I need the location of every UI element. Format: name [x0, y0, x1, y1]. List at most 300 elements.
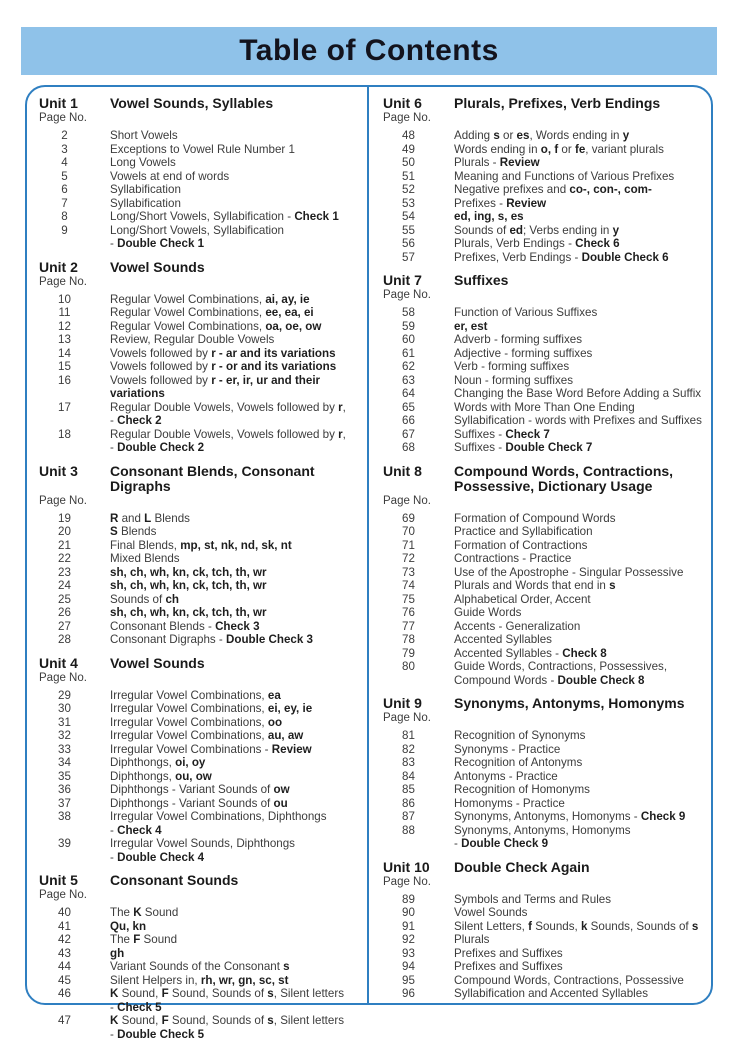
item-title: Irregular Vowel Combinations, ea	[110, 688, 281, 702]
unit-section	[39, 656, 361, 865]
page-no-label: Page No.	[383, 875, 431, 888]
page-number: 96	[402, 987, 415, 1000]
item-title: Irregular Vowel Combinations, ei, ey, ie	[110, 702, 313, 715]
page-number: 4	[61, 156, 68, 169]
unit-items	[383, 512, 705, 688]
page-number: 74	[402, 579, 415, 592]
toc-row	[39, 333, 361, 347]
toc-row	[383, 987, 705, 1001]
toc-row	[383, 606, 705, 620]
page-number: 73	[402, 565, 415, 579]
toc-row	[39, 797, 361, 811]
page-no-label: Page No.	[39, 275, 87, 288]
page-number: 63	[402, 373, 415, 387]
item-title: Qu, kn	[110, 919, 147, 933]
item-title: Prefixes and Suffixes	[454, 960, 563, 973]
toc-row	[39, 170, 361, 184]
item-title: Irregular Vowel Combinations, Diphthongs - Check 4	[110, 810, 327, 837]
toc-row	[383, 906, 705, 920]
item-title: sh, ch, wh, kn, ck, tch, th, wr	[110, 565, 267, 579]
page-number: 86	[402, 796, 415, 810]
toc-row	[383, 579, 705, 593]
unit-title: Plurals, Prefixes, Verb Endings	[454, 95, 661, 111]
item-title: Plurals, Verb Endings - Check 6	[454, 237, 620, 250]
toc-row	[39, 1014, 361, 1041]
toc-row	[383, 647, 705, 661]
contents-box	[25, 85, 713, 1041]
unit-header	[383, 860, 705, 875]
item-title: Plurals - Review	[454, 156, 540, 169]
item-title: Syllabification - words with Prefixes and Suffixes	[454, 414, 702, 427]
item-title: Meaning and Functions of Various Prefixes	[454, 169, 675, 183]
page-number: 10	[58, 292, 71, 306]
page-no-label: Page No.	[383, 712, 431, 724]
toc-row	[39, 197, 361, 211]
page-number: 35	[58, 769, 71, 783]
toc-row	[39, 224, 361, 251]
page-number: 52	[402, 183, 415, 196]
toc-row	[39, 716, 361, 730]
unit-header	[39, 873, 361, 888]
page-number: 20	[58, 525, 71, 538]
item-title: Silent Letters, f Sounds, k Sounds, Sounds of s	[454, 919, 699, 933]
unit-number: Unit 5	[39, 872, 78, 888]
unit-section	[383, 96, 705, 264]
item-title: Vowels at end of words	[110, 169, 230, 183]
page-number: 95	[402, 973, 415, 987]
title-banner	[21, 27, 717, 75]
toc-row	[39, 593, 361, 607]
item-title: Regular Double Vowels, Vowels followed by r, - Check 2	[110, 400, 346, 427]
page-number: 11	[58, 306, 71, 319]
item-title: Vowels followed by r - ar and its variations	[110, 346, 336, 360]
page-number: 23	[58, 565, 71, 579]
item-title: gh	[110, 946, 125, 960]
unit-number: Unit 8	[383, 462, 422, 479]
toc-row	[39, 810, 361, 837]
item-title: Synonyms, Antonyms, Homonyms - Check 9	[454, 810, 686, 823]
item-title: Plurals	[454, 933, 490, 946]
item-title: Synonyms - Practice	[454, 742, 561, 756]
item-title: Adjective - forming suffixes	[454, 346, 593, 360]
toc-row	[383, 974, 705, 988]
toc-row	[39, 320, 361, 334]
toc-row	[383, 947, 705, 961]
unit-number: Unit 4	[39, 654, 78, 671]
page-no-label: Page No.	[39, 671, 87, 684]
item-title: Irregular Vowel Combinations, oo	[110, 715, 283, 729]
item-title: Suffixes - Double Check 7	[454, 441, 593, 454]
toc-row	[383, 333, 705, 347]
page-number: 19	[58, 511, 71, 525]
page-number: 50	[402, 156, 415, 169]
page-number: 84	[402, 769, 415, 783]
item-title: Antonyms - Practice	[454, 769, 558, 783]
unit-items	[39, 293, 361, 455]
page-number: 36	[58, 783, 71, 796]
page-number: 7	[61, 196, 68, 210]
item-title: Changing the Base Word Before Adding a Suffix	[454, 387, 702, 400]
toc-row	[39, 566, 361, 580]
item-title: Diphthongs, ou, ow	[110, 769, 212, 783]
unit-header	[383, 273, 705, 288]
toc-row	[39, 743, 361, 757]
page-number: 90	[402, 906, 415, 919]
item-title: Long Vowels	[110, 156, 176, 169]
unit-items	[383, 306, 705, 455]
page-number: 64	[402, 387, 415, 400]
item-title: Review, Regular Double Vowels	[110, 333, 275, 346]
item-title: Homonyms - Practice	[454, 796, 565, 810]
toc-row	[39, 729, 361, 743]
toc-row	[39, 960, 361, 974]
toc-row	[383, 129, 705, 143]
unit-title: Synonyms, Antonyms, Homonyms	[454, 695, 685, 711]
unit-title: Compound Words, Contractions, Possessive, Dictionary Usage	[454, 462, 674, 494]
toc-row	[39, 360, 361, 374]
toc-row	[39, 306, 361, 320]
toc-row	[39, 143, 361, 157]
toc-row	[39, 783, 361, 797]
unit-items	[39, 689, 361, 865]
toc-row	[383, 783, 705, 797]
page-number: 72	[402, 552, 415, 565]
toc-row	[383, 441, 705, 455]
item-title: Adding s or es, Words ending in y	[454, 129, 630, 142]
page-number: 67	[402, 427, 415, 441]
item-title: Practice and Syllabification	[454, 525, 593, 538]
unit-number: Unit 6	[383, 95, 422, 111]
item-title: Guide Words, Contractions, Possessives, Compound Words - Double Check 8	[454, 660, 668, 687]
item-title: Diphthongs - Variant Sounds of ow	[110, 783, 290, 796]
page-no-label: Page No.	[39, 494, 87, 507]
unit-title: Vowel Sounds	[110, 258, 205, 275]
unit-section	[39, 873, 361, 1041]
item-title: Syllabification and Accented Syllables	[454, 987, 648, 1000]
item-title: Synonyms, Antonyms, Homonyms - Double Check 9	[454, 823, 631, 850]
page-number: 30	[58, 702, 71, 715]
page-number: 54	[402, 210, 415, 223]
page-number: 58	[402, 306, 415, 319]
page-number: 65	[402, 400, 415, 414]
toc-row	[39, 374, 361, 401]
unit-section	[39, 96, 361, 251]
page-number: 15	[58, 360, 71, 373]
page-number: 16	[58, 373, 71, 387]
toc-row	[39, 606, 361, 620]
page-number: 17	[58, 400, 71, 414]
toc-row	[39, 947, 361, 961]
page-number: 3	[61, 142, 68, 156]
toc-row	[383, 593, 705, 607]
toc-row	[39, 702, 361, 716]
item-title: The K Sound	[110, 906, 179, 919]
item-title: Recognition of Synonyms	[454, 729, 586, 742]
toc-row	[39, 539, 361, 553]
toc-row	[39, 579, 361, 593]
page-number: 13	[58, 333, 71, 346]
toc-row	[39, 156, 361, 170]
item-title: Irregular Vowel Combinations, au, aw	[110, 729, 304, 742]
page-no-label: Page No.	[383, 494, 431, 507]
unit-title: Vowel Sounds, Syllables	[110, 95, 274, 111]
item-title: Recognition of Homonyms	[454, 783, 590, 796]
toc-row	[39, 633, 361, 647]
toc-row	[383, 251, 705, 265]
unit-number: Unit 1	[39, 95, 78, 111]
toc-row	[383, 620, 705, 634]
toc-row	[383, 933, 705, 947]
page-number: 14	[58, 346, 71, 360]
page-number: 49	[402, 142, 415, 156]
toc-row	[383, 197, 705, 211]
unit-number: Unit 2	[39, 258, 78, 275]
item-title: K Sound, F Sound, Sounds of s, Silent letters - Double Check 5	[110, 1014, 344, 1041]
toc-row	[383, 960, 705, 974]
item-title: sh, ch, wh, kn, ck, tch, th, wr	[110, 606, 267, 619]
item-title: Long/Short Vowels, Syllabification - Double Check 1	[110, 223, 285, 250]
item-title: Negative prefixes and co-, con-, com-	[454, 183, 652, 196]
item-title: Mixed Blends	[110, 552, 180, 565]
item-title: Sounds of ed; Verbs ending in y	[454, 223, 620, 237]
unit-section	[383, 696, 705, 851]
unit-header	[39, 464, 361, 494]
item-title: Use of the Apostrophe - Singular Possessive	[454, 565, 684, 579]
page-number: 33	[58, 742, 71, 756]
unit-title: Consonant Blends, Consonant Digraphs	[110, 462, 315, 494]
unit-title: Double Check Again	[454, 858, 590, 875]
toc-row	[383, 824, 705, 851]
page-number: 43	[58, 946, 71, 960]
toc-column-right	[367, 87, 711, 1003]
page-number: 47	[58, 1014, 71, 1027]
item-title: Regular Vowel Combinations, ai, ay, ie	[110, 292, 310, 306]
page-number: 8	[61, 210, 68, 223]
page-number: 59	[402, 319, 415, 333]
toc-row	[39, 620, 361, 634]
item-title: Syllabification	[110, 183, 181, 196]
toc-row	[383, 920, 705, 934]
toc-row	[39, 347, 361, 361]
page-number: 28	[58, 633, 71, 646]
page-number: 41	[58, 919, 71, 933]
page-number: 85	[402, 783, 415, 796]
page-number: 61	[402, 346, 415, 360]
toc-row	[39, 906, 361, 920]
toc-row	[39, 933, 361, 947]
item-title: Words with More Than One Ending	[454, 400, 635, 414]
page-number: 75	[402, 592, 415, 606]
toc-row	[39, 689, 361, 703]
page-number: 83	[402, 756, 415, 769]
item-title: Prefixes and Suffixes	[454, 946, 563, 960]
page-number: 68	[402, 441, 415, 454]
toc-row	[383, 374, 705, 388]
page-number: 39	[58, 837, 71, 850]
item-title: Diphthongs - Variant Sounds of ou	[110, 796, 288, 810]
page-number: 22	[58, 552, 71, 565]
page-number: 88	[402, 823, 415, 837]
unit-section	[383, 464, 705, 688]
unit-title: Vowel Sounds	[110, 654, 205, 671]
item-title: Accents - Generalization	[454, 619, 581, 633]
item-title: Silent Helpers in, rh, wr, gn, sc, st	[110, 973, 289, 987]
page-number: 60	[402, 333, 415, 346]
item-title: Irregular Vowel Combinations - Review	[110, 742, 312, 756]
page-number: 66	[402, 414, 415, 427]
page-number: 82	[402, 742, 415, 756]
page-number: 94	[402, 960, 415, 973]
page-number: 91	[402, 919, 415, 933]
page-number: 40	[58, 906, 71, 919]
item-title: Final Blends, mp, st, nk, nd, sk, nt	[110, 538, 292, 552]
page-number: 57	[402, 250, 415, 264]
toc-row	[383, 237, 705, 251]
toc-row	[383, 525, 705, 539]
toc-row	[39, 987, 361, 1014]
toc-row	[383, 183, 705, 197]
item-title: Function of Various Suffixes	[454, 306, 598, 319]
page-number: 46	[58, 987, 71, 1000]
unit-section	[383, 273, 705, 455]
item-title: Irregular Vowel Sounds, Diphthongs - Double Check 4	[110, 837, 295, 864]
item-title: er, est	[454, 319, 488, 333]
unit-number: Unit 10	[383, 858, 430, 875]
item-title: Suffixes - Check 7	[454, 427, 550, 441]
page-number: 25	[58, 592, 71, 606]
page-number: 26	[58, 606, 71, 619]
page-title: Table of Contents	[239, 34, 499, 67]
item-title: Vowel Sounds	[454, 906, 528, 919]
item-title: The F Sound	[110, 933, 178, 946]
unit-header	[383, 464, 705, 494]
unit-items	[383, 129, 705, 264]
item-title: Prefixes, Verb Endings - Double Check 6	[454, 250, 669, 264]
item-title: Vowels followed by r - or and its variations	[110, 360, 337, 373]
page-number: 76	[402, 606, 415, 619]
item-title: ed, ing, s, es	[454, 210, 524, 223]
item-title: Vowels followed by r - er, ir, ur and their variations	[110, 373, 321, 400]
page-no-label: Page No.	[383, 289, 431, 301]
toc-row	[39, 552, 361, 566]
page-number: 21	[58, 538, 71, 552]
unit-number: Unit 9	[383, 695, 422, 711]
unit-section	[39, 464, 361, 647]
toc-row	[39, 210, 361, 224]
item-title: sh, ch, wh, kn, ck, tch, th, wr	[110, 579, 267, 592]
item-title: Compound Words, Contractions, Possessive	[454, 973, 684, 987]
toc-row	[383, 633, 705, 647]
page-number: 44	[58, 960, 71, 973]
toc-row	[39, 770, 361, 784]
page-number: 29	[58, 688, 71, 702]
toc-row	[383, 401, 705, 415]
page-number: 37	[58, 796, 71, 810]
page-number: 6	[61, 183, 68, 196]
page-no-label: Page No.	[383, 112, 431, 124]
unit-number: Unit 3	[39, 462, 78, 479]
page-number: 70	[402, 525, 415, 538]
page-number: 81	[402, 729, 415, 742]
item-title: Consonant Digraphs - Double Check 3	[110, 633, 313, 646]
item-title: Consonant Blends - Check 3	[110, 619, 260, 633]
item-title: Short Vowels	[110, 129, 178, 142]
page-number: 42	[58, 933, 71, 946]
toc-row	[383, 743, 705, 757]
page-number: 34	[58, 756, 71, 769]
page-number: 5	[61, 169, 68, 183]
item-title: Diphthongs, oi, oy	[110, 756, 206, 769]
item-title: Alphabetical Order, Accent	[454, 592, 591, 606]
page-number: 45	[58, 973, 71, 987]
toc-row	[383, 156, 705, 170]
page-number: 18	[58, 427, 71, 441]
unit-items	[383, 729, 705, 851]
page-number: 80	[402, 660, 415, 673]
item-title: Symbols and Terms and Rules	[454, 892, 612, 906]
toc-row	[383, 224, 705, 238]
toc-row	[383, 360, 705, 374]
unit-section	[39, 260, 361, 455]
item-title: Recognition of Antonyms	[454, 756, 583, 769]
item-title: K Sound, F Sound, Sounds of s, Silent letters - Check 5	[110, 987, 344, 1014]
toc-row	[39, 428, 361, 455]
unit-header	[39, 260, 361, 275]
toc-row	[383, 566, 705, 580]
item-title: R and L Blends	[110, 511, 190, 525]
toc-row	[39, 525, 361, 539]
unit-items	[39, 906, 361, 1041]
toc-row	[39, 920, 361, 934]
item-title: Plurals and Words that end in s	[454, 579, 616, 592]
item-title: Regular Vowel Combinations, oa, oe, ow	[110, 319, 322, 333]
page-number: 24	[58, 579, 71, 592]
toc-row	[39, 293, 361, 307]
toc-row	[383, 347, 705, 361]
page-number: 12	[58, 319, 71, 333]
item-title: Prefixes - Review	[454, 196, 547, 210]
item-title: Words ending in o, f or fe, variant plurals	[454, 142, 664, 156]
page-number: 93	[402, 946, 415, 960]
item-title: Adverb - forming suffixes	[454, 333, 583, 346]
unit-title: Consonant Sounds	[110, 872, 239, 888]
unit-items	[39, 512, 361, 647]
toc-row	[383, 414, 705, 428]
page-number: 31	[58, 715, 71, 729]
item-title: Guide Words	[454, 606, 522, 619]
page-number: 69	[402, 511, 415, 525]
page-number: 55	[402, 223, 415, 237]
unit-items	[39, 129, 361, 251]
toc-row	[39, 129, 361, 143]
toc-row	[39, 183, 361, 197]
toc-row	[383, 170, 705, 184]
toc-row	[383, 210, 705, 224]
unit-header	[39, 96, 361, 111]
item-title: Exceptions to Vowel Rule Number 1	[110, 142, 295, 156]
unit-header	[383, 696, 705, 711]
item-title: Regular Vowel Combinations, ee, ea, ei	[110, 306, 314, 319]
item-title: Verb - forming suffixes	[454, 360, 570, 373]
unit-items	[383, 893, 705, 1001]
toc-row	[383, 143, 705, 157]
toc-row	[39, 974, 361, 988]
page-number: 78	[402, 633, 415, 646]
toc-row	[383, 512, 705, 526]
page-number: 32	[58, 729, 71, 742]
unit-header	[383, 96, 705, 111]
item-title: Noun - forming suffixes	[454, 373, 573, 387]
